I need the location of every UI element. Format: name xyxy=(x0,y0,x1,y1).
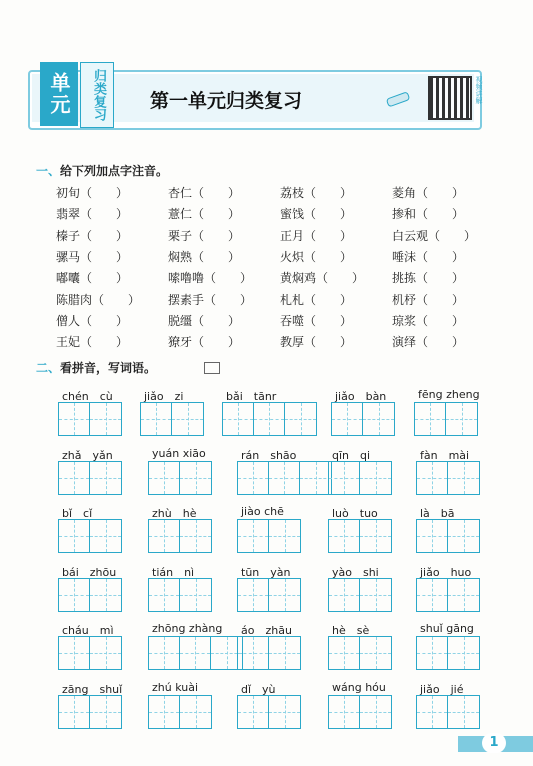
writing-cell[interactable] xyxy=(90,637,121,669)
word-item[interactable]: 僧人（ ） xyxy=(56,313,129,328)
writing-cell[interactable] xyxy=(90,462,121,494)
writing-cell[interactable] xyxy=(417,637,448,669)
pinyin-label: tián nì xyxy=(152,566,195,579)
writing-cell[interactable] xyxy=(329,579,360,611)
writing-cell[interactable] xyxy=(360,637,391,669)
writing-cell[interactable] xyxy=(59,520,90,552)
pinyin-label: wáng hóu xyxy=(332,681,386,694)
writing-cell[interactable] xyxy=(360,579,391,611)
word-item[interactable]: 机杼（ ） xyxy=(392,292,465,307)
writing-cell[interactable] xyxy=(363,403,394,435)
word-item[interactable]: 唾沫（ ） xyxy=(392,249,465,264)
writing-cell[interactable] xyxy=(417,579,448,611)
review-badge: 归类复习 xyxy=(80,62,114,128)
word-item[interactable]: 摆素手（ ） xyxy=(168,292,253,307)
pinyin-label: jiǎo jié xyxy=(420,683,464,696)
pinyin-label: cháu mì xyxy=(62,624,114,637)
writing-box[interactable] xyxy=(328,461,392,495)
writing-box[interactable] xyxy=(140,402,204,436)
writing-cell[interactable] xyxy=(329,462,360,494)
writing-box[interactable] xyxy=(58,695,122,729)
word-item[interactable]: 王妃（ ） xyxy=(56,335,129,350)
section-2-title: 看拼音，写词语。 xyxy=(60,361,157,375)
writing-cell[interactable] xyxy=(448,520,479,552)
pinyin-label: yào shi xyxy=(332,566,379,579)
writing-box[interactable] xyxy=(148,695,212,729)
writing-box[interactable] xyxy=(58,402,122,436)
word-item[interactable]: 掺和（ ） xyxy=(392,207,465,222)
pinyin-label: jiào chē xyxy=(241,505,284,518)
writing-cell[interactable] xyxy=(417,696,448,728)
writing-box[interactable] xyxy=(331,402,395,436)
writing-cell[interactable] xyxy=(360,696,391,728)
writing-cell[interactable] xyxy=(448,579,479,611)
writing-cell[interactable] xyxy=(238,462,269,494)
writing-cell[interactable] xyxy=(238,579,269,611)
word-item[interactable]: 琼浆（ ） xyxy=(392,313,465,328)
writing-cell[interactable] xyxy=(446,403,477,435)
word-item[interactable]: 初旬（ ） xyxy=(56,186,129,200)
word-item[interactable]: 杏仁（ ） xyxy=(168,186,241,200)
writing-cell[interactable] xyxy=(269,637,300,669)
pinyin-label: hè sè xyxy=(332,624,370,637)
qr-code-icon[interactable] xyxy=(428,76,472,120)
section-1-title: 给下列加点字注音。 xyxy=(60,164,169,178)
writing-cell[interactable] xyxy=(332,403,363,435)
writing-cell[interactable] xyxy=(269,520,300,552)
word-item[interactable]: 菱角（ ） xyxy=(392,186,465,200)
pinyin-label: zhú kuài xyxy=(152,681,199,694)
word-item[interactable]: 翡翠（ ） xyxy=(56,207,129,222)
writing-cell[interactable] xyxy=(149,637,180,669)
writing-cell[interactable] xyxy=(329,637,360,669)
writing-box[interactable] xyxy=(148,578,212,612)
writing-box[interactable] xyxy=(237,519,301,553)
word-item[interactable]: 嘟囔（ ） xyxy=(56,271,129,286)
pinyin-label: zhù hè xyxy=(152,507,197,520)
page-number: 1 xyxy=(482,733,506,753)
writing-box[interactable] xyxy=(237,695,301,729)
writing-cell[interactable] xyxy=(269,462,300,494)
writing-box[interactable] xyxy=(58,461,122,495)
writing-cell[interactable] xyxy=(417,462,448,494)
word-item[interactable]: 蜜饯（ ） xyxy=(280,207,353,222)
pinyin-label: jiǎo huo xyxy=(420,566,472,579)
writing-cell[interactable] xyxy=(238,696,269,728)
audio-icon[interactable] xyxy=(204,362,220,374)
word-item[interactable]: 焖熟（ ） xyxy=(168,249,241,264)
writing-cell[interactable] xyxy=(180,520,211,552)
writing-box[interactable] xyxy=(416,636,480,670)
scroll-icon xyxy=(384,90,414,108)
pinyin-label: fàn mài xyxy=(420,449,470,462)
writing-cell[interactable] xyxy=(149,462,180,494)
word-item[interactable]: 挑拣（ ） xyxy=(392,271,465,286)
writing-cell[interactable] xyxy=(172,403,203,435)
writing-box[interactable] xyxy=(416,461,480,495)
word-item[interactable]: 榛子（ ） xyxy=(56,228,129,243)
pinyin-label: bǎi tānr xyxy=(226,390,277,403)
word-item[interactable]: 黄焖鸡（ ） xyxy=(280,271,365,286)
qr-label: 视频讲解 xyxy=(475,76,483,104)
writing-cell[interactable] xyxy=(59,696,90,728)
pinyin-label: shuǐ gāng xyxy=(420,622,474,635)
pinyin-label: zhōng zhàng xyxy=(152,622,223,635)
pinyin-label: luò tuo xyxy=(332,507,378,520)
writing-cell[interactable] xyxy=(180,462,211,494)
writing-box[interactable] xyxy=(58,578,122,612)
writing-cell[interactable] xyxy=(329,520,360,552)
pinyin-label: zāng shuǐ xyxy=(62,683,123,696)
writing-cell[interactable] xyxy=(269,696,300,728)
pinyin-label: dǐ yù xyxy=(241,683,276,696)
writing-cell[interactable] xyxy=(285,403,316,435)
writing-box[interactable] xyxy=(58,636,122,670)
writing-cell[interactable] xyxy=(141,403,172,435)
word-item[interactable]: 正月（ ） xyxy=(280,228,353,243)
page-title: 第一单元归类复习 xyxy=(150,90,303,112)
writing-box[interactable] xyxy=(58,519,122,553)
writing-cell[interactable] xyxy=(90,403,121,435)
writing-cell[interactable] xyxy=(59,637,90,669)
word-item[interactable]: 骡马（ ） xyxy=(56,249,129,264)
writing-cell[interactable] xyxy=(415,403,446,435)
writing-box[interactable] xyxy=(148,461,212,495)
section-1-heading xyxy=(36,162,168,179)
writing-cell[interactable] xyxy=(180,637,211,669)
word-item[interactable]: 札札（ ） xyxy=(280,292,353,307)
writing-cell[interactable] xyxy=(180,579,211,611)
word-item[interactable]: 演绎（ ） xyxy=(392,335,465,350)
pinyin-label: bái zhōu xyxy=(62,566,117,579)
writing-cell[interactable] xyxy=(180,696,211,728)
writing-cell[interactable] xyxy=(448,696,479,728)
pinyin-label: fēng zheng xyxy=(418,388,480,401)
writing-box[interactable] xyxy=(416,695,480,729)
writing-cell[interactable] xyxy=(149,579,180,611)
pinyin-label: rán shāo xyxy=(241,449,297,462)
writing-cell[interactable] xyxy=(149,520,180,552)
writing-box[interactable] xyxy=(416,519,480,553)
word-item[interactable]: 火炽（ ） xyxy=(280,249,353,264)
writing-box[interactable] xyxy=(328,695,392,729)
writing-cell[interactable] xyxy=(360,462,391,494)
word-item[interactable]: 薏仁（ ） xyxy=(168,207,241,222)
writing-cell[interactable] xyxy=(269,579,300,611)
writing-cell[interactable] xyxy=(90,696,121,728)
writing-box[interactable] xyxy=(237,578,301,612)
writing-cell[interactable] xyxy=(417,520,448,552)
word-item[interactable]: 白云观（ ） xyxy=(392,228,477,243)
writing-box[interactable] xyxy=(237,461,332,495)
word-item[interactable]: 陈腊肉（ ） xyxy=(56,292,141,307)
writing-box[interactable] xyxy=(328,519,392,553)
pinyin-label: jiǎo bàn xyxy=(335,390,387,403)
writing-cell[interactable] xyxy=(59,403,90,435)
section-2-number: 二、 xyxy=(36,361,61,375)
pinyin-label: bǐ cǐ xyxy=(62,507,93,520)
pinyin-label: jiǎo zi xyxy=(144,390,184,403)
writing-box[interactable] xyxy=(148,636,243,670)
writing-cell[interactable] xyxy=(448,637,479,669)
writing-box[interactable] xyxy=(416,578,480,612)
writing-cell[interactable] xyxy=(59,462,90,494)
writing-box[interactable] xyxy=(414,402,478,436)
writing-cell[interactable] xyxy=(90,579,121,611)
word-item[interactable]: 獠牙（ ） xyxy=(168,335,241,350)
word-item[interactable]: 栗子（ ） xyxy=(168,228,241,243)
writing-cell[interactable] xyxy=(329,696,360,728)
word-item[interactable]: 嗦噜噜（ ） xyxy=(168,271,253,286)
section-1-number: 一、 xyxy=(36,164,61,178)
writing-cell[interactable] xyxy=(238,637,269,669)
pinyin-label: là bā xyxy=(420,507,455,520)
writing-cell[interactable] xyxy=(238,520,269,552)
writing-box[interactable] xyxy=(222,402,317,436)
writing-cell[interactable] xyxy=(448,462,479,494)
pinyin-label: chén cù xyxy=(62,390,113,403)
pinyin-label: zhǎ yǎn xyxy=(62,449,113,462)
writing-cell[interactable] xyxy=(90,520,121,552)
writing-box[interactable] xyxy=(328,578,392,612)
pinyin-label: qīn qi xyxy=(332,449,371,462)
word-item[interactable]: 教厚（ ） xyxy=(280,335,353,350)
unit-badge: 单元 xyxy=(40,62,78,126)
writing-cell[interactable] xyxy=(300,462,331,494)
word-item[interactable]: 脱缰（ ） xyxy=(168,313,241,328)
writing-box[interactable] xyxy=(237,636,301,670)
pinyin-label: tūn yàn xyxy=(241,566,291,579)
writing-cell[interactable] xyxy=(149,696,180,728)
section-2-heading xyxy=(36,359,156,376)
writing-cell[interactable] xyxy=(254,403,285,435)
pinyin-label: yuán xiāo xyxy=(152,447,206,460)
word-item[interactable]: 荔枝（ ） xyxy=(280,186,353,200)
writing-cell[interactable] xyxy=(59,579,90,611)
writing-cell[interactable] xyxy=(360,520,391,552)
writing-box[interactable] xyxy=(148,519,212,553)
pinyin-label: áo zhāu xyxy=(241,624,292,637)
writing-cell[interactable] xyxy=(223,403,254,435)
word-item[interactable]: 吞噬（ ） xyxy=(280,313,353,328)
writing-box[interactable] xyxy=(328,636,392,670)
